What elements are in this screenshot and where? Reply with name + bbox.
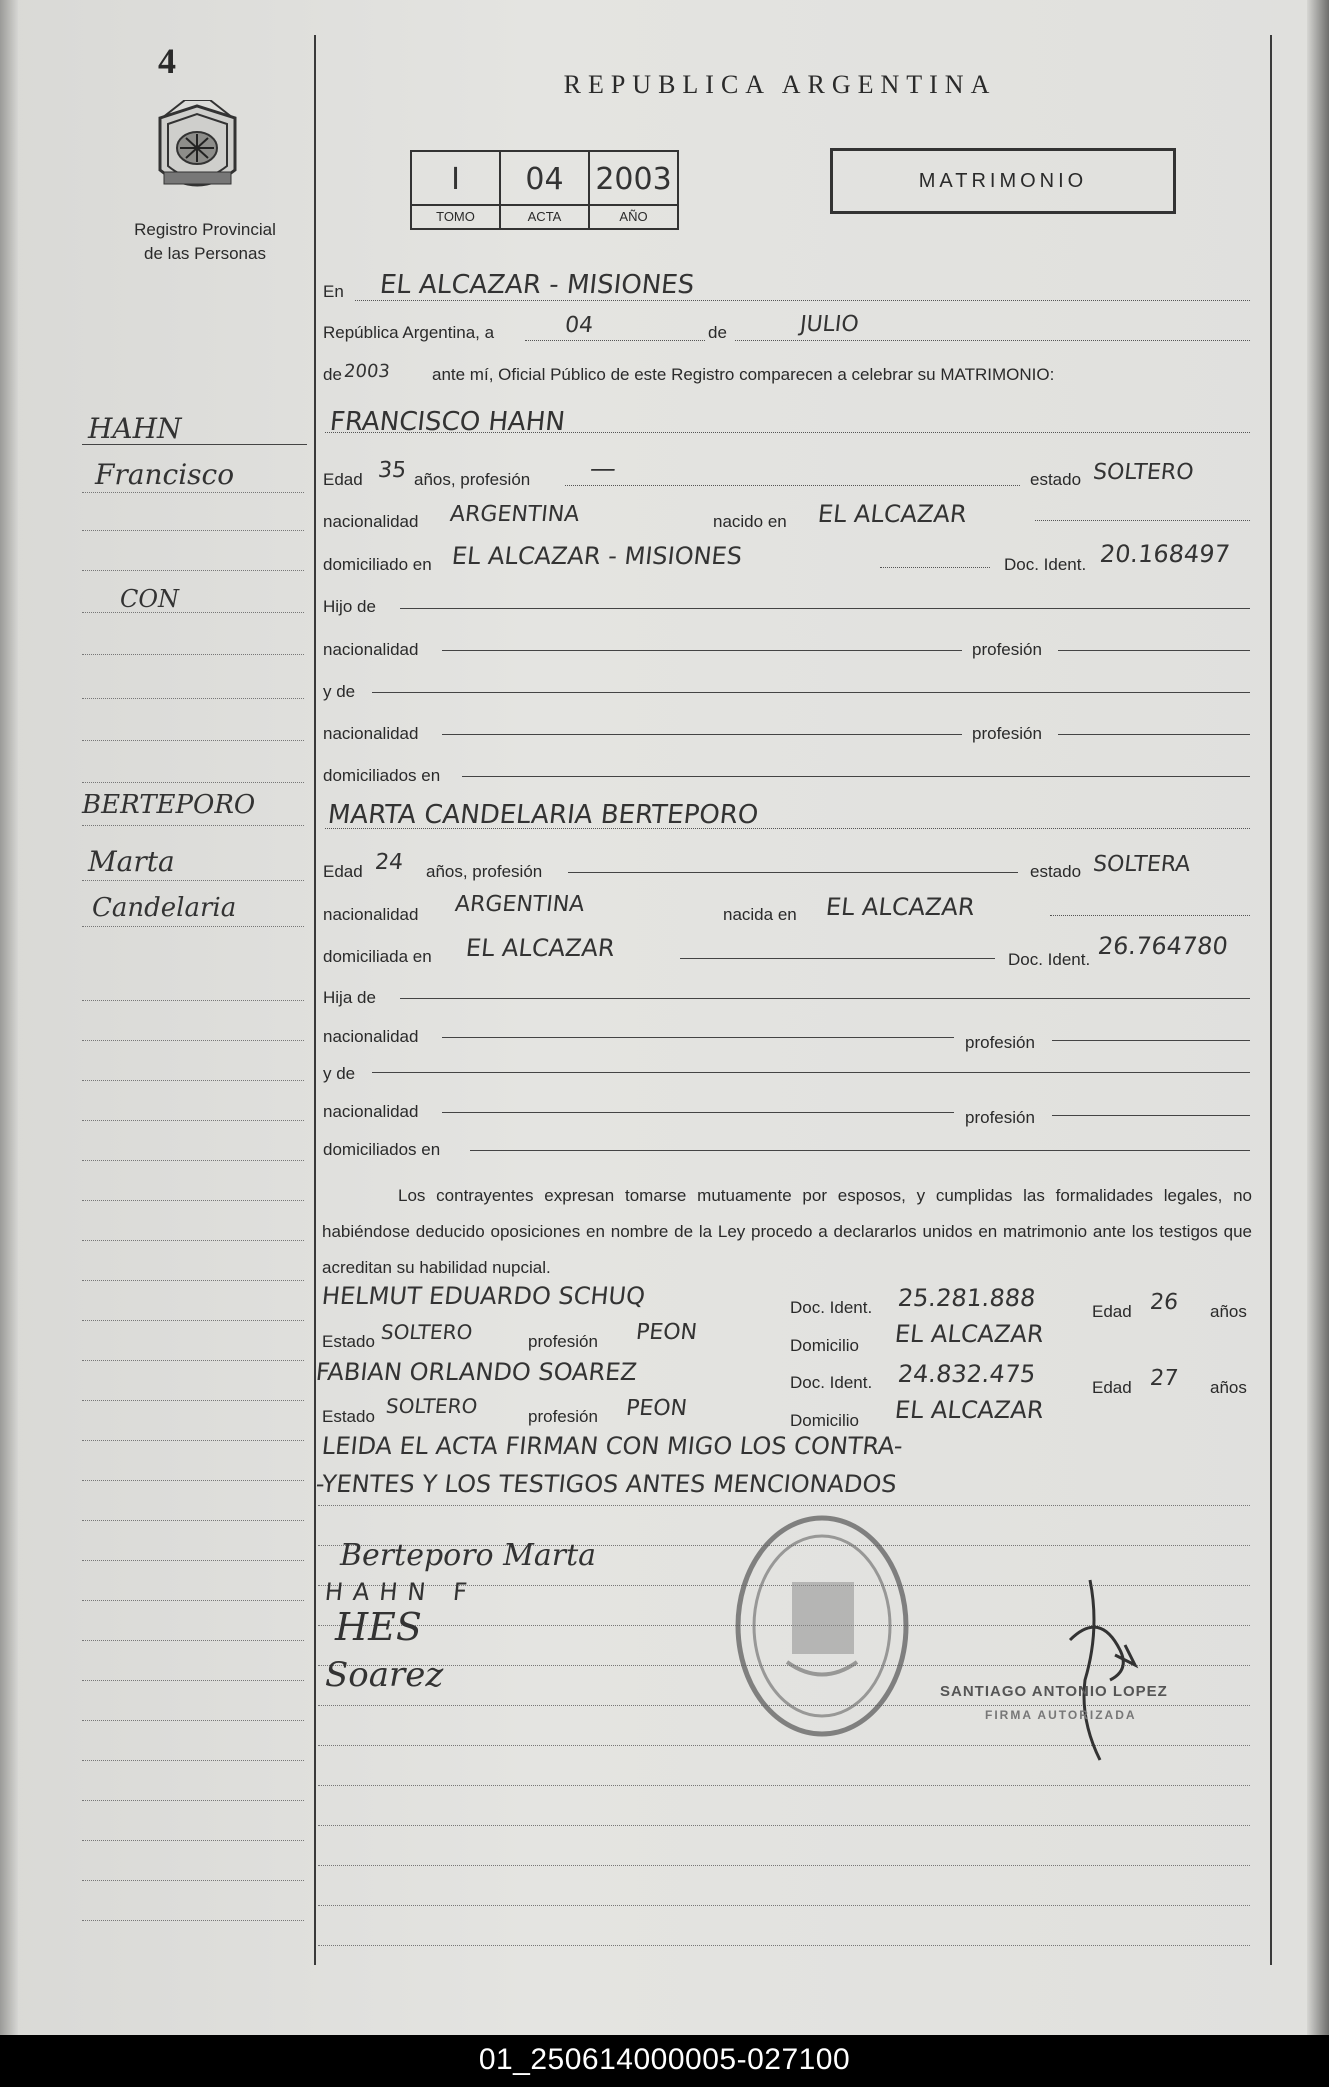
groom-doc: 20.168497 bbox=[1098, 540, 1232, 568]
country-title: REPUBLICA ARGENTINA bbox=[563, 70, 997, 99]
label-edad-bride: Edad bbox=[323, 862, 363, 881]
label-domiciliados-en-b: domiciliados en bbox=[323, 1140, 441, 1159]
groom-age: 35 bbox=[376, 458, 408, 483]
official-signature-icon bbox=[1060, 1570, 1150, 1770]
closing-line-1: LEIDA EL ACTA FIRMAN CON MIGO LOS CONTRA- bbox=[320, 1432, 905, 1460]
ano-value: 2003 bbox=[595, 162, 672, 197]
label-domiciliado-en: domiciliado en bbox=[323, 555, 432, 574]
label-domiciliada-en: domiciliada en bbox=[323, 947, 432, 966]
label-doc-ident-w2: Doc. Ident. bbox=[790, 1373, 873, 1392]
label-de2: de bbox=[323, 365, 342, 384]
groom-full-name: FRANCISCO HAHN bbox=[328, 407, 567, 437]
label-doc-ident: Doc. Ident. bbox=[1004, 555, 1087, 574]
witness2-name: FABIAN ORLANDO SOAREZ bbox=[314, 1358, 639, 1386]
margin-bride-surname: BERTEPORO bbox=[82, 790, 256, 820]
label-nacionalidad-bride: nacionalidad bbox=[323, 905, 419, 924]
tomo-acta-ano-box bbox=[410, 150, 679, 230]
witness1-profession: PEON bbox=[634, 1320, 699, 1345]
document-id: 01_250614000005-027100 bbox=[478, 2043, 851, 2076]
label-domiciliados-en: domiciliados en bbox=[323, 766, 441, 785]
margin-bride-name1: Marta bbox=[88, 845, 175, 878]
label-estado-w2: Estado bbox=[322, 1407, 375, 1426]
label-edad-w2: Edad bbox=[1092, 1378, 1132, 1397]
witness1-status: SOLTERO bbox=[379, 1320, 474, 1344]
page-number: 4 bbox=[158, 41, 176, 81]
label-edad-w1: Edad bbox=[1092, 1302, 1132, 1321]
witness1-domicile: EL ALCAZAR bbox=[893, 1320, 1046, 1348]
label-nacionalidad-padre: nacionalidad bbox=[323, 640, 419, 659]
label-estado-w1: Estado bbox=[322, 1332, 375, 1351]
bride-full-name: MARTA CANDELARIA BERTEPORO bbox=[326, 800, 760, 830]
groom-domicile: EL ALCAZAR - MISIONES bbox=[450, 542, 744, 570]
label-anos-w2: años bbox=[1210, 1378, 1247, 1397]
witness2-doc: 24.832.475 bbox=[896, 1360, 1037, 1388]
label-nacionalidad-padre-b: nacionalidad bbox=[323, 1027, 419, 1046]
margin-groom-surname: HAHN bbox=[88, 412, 182, 445]
provincial-seal-icon bbox=[150, 100, 245, 202]
label-nacionalidad: nacionalidad bbox=[323, 512, 419, 531]
official-name: SANTIAGO ANTONIO LOPEZ bbox=[940, 1683, 1168, 1700]
label-domicilio-w2: Domicilio bbox=[790, 1411, 859, 1430]
bride-status: SOLTERA bbox=[1091, 852, 1192, 877]
label-republica-a: República Argentina, a bbox=[323, 323, 495, 342]
act-month: JULIO bbox=[798, 312, 860, 337]
witness1-age: 26 bbox=[1148, 1290, 1180, 1315]
groom-birthplace: EL ALCAZAR bbox=[816, 500, 969, 528]
label-ante: ante mí, Oficial Público de este Registro comparecen a celebrar su MATRIMONIO: bbox=[432, 365, 1055, 384]
witness2-age: 27 bbox=[1148, 1366, 1180, 1391]
closing-line-2: -YENTES Y LOS TESTIGOS ANTES MENCIONADOS bbox=[314, 1470, 899, 1498]
label-profesion-madre-b: profesión bbox=[965, 1108, 1035, 1127]
witness2-domicile: EL ALCAZAR bbox=[893, 1396, 1046, 1424]
official-stamp-icon bbox=[732, 1512, 912, 1740]
label-estado-bride: estado bbox=[1030, 862, 1082, 881]
bride-nationality: ARGENTINA bbox=[453, 892, 586, 917]
label-profesion-w1: profesión bbox=[528, 1332, 598, 1351]
registry-caption: Registro Provincial de las Personas bbox=[134, 220, 276, 263]
label-nacionalidad-madre-b: nacionalidad bbox=[323, 1102, 419, 1121]
official-title: FIRMA AUTORIZADA bbox=[985, 1708, 1137, 1722]
label-y-de: y de bbox=[323, 682, 356, 701]
label-domicilio-w1: Domicilio bbox=[790, 1336, 859, 1355]
bride-domicile: EL ALCAZAR bbox=[464, 934, 617, 962]
tomo-value: I bbox=[451, 162, 460, 197]
witness2-profession: PEON bbox=[624, 1396, 689, 1421]
label-profesion-madre: profesión bbox=[972, 724, 1042, 743]
label-hijo-de: Hijo de bbox=[323, 597, 376, 616]
signature-groom: HAHN F bbox=[323, 1578, 479, 1606]
signature-bride: Berteporo Marta bbox=[340, 1538, 597, 1573]
label-doc-ident-bride: Doc. Ident. bbox=[1008, 950, 1091, 969]
label-nacida-en: nacida en bbox=[723, 905, 797, 924]
tomo-label: TOMO bbox=[412, 204, 499, 228]
label-en: En bbox=[323, 282, 344, 301]
label-nacido-en: nacido en bbox=[713, 512, 787, 531]
signature-witness2: Soarez bbox=[325, 1655, 444, 1695]
groom-status: SOLTERO bbox=[1091, 460, 1195, 485]
acta-label: ACTA bbox=[501, 204, 588, 228]
label-anos-profesion-bride: años, profesión bbox=[426, 862, 543, 881]
bride-age: 24 bbox=[373, 850, 405, 875]
ano-label: AÑO bbox=[590, 204, 677, 228]
groom-nationality: ARGENTINA bbox=[448, 502, 581, 527]
label-nacionalidad-madre: nacionalidad bbox=[323, 724, 419, 743]
acta-value: 04 bbox=[525, 162, 564, 197]
label-y-de-b: y de bbox=[323, 1064, 356, 1083]
groom-profession: — bbox=[588, 454, 618, 484]
signature-witness1: HES bbox=[335, 1605, 422, 1649]
label-profesion-padre-b: profesión bbox=[965, 1033, 1035, 1052]
label-hija-de: Hija de bbox=[323, 988, 376, 1007]
label-de: de bbox=[708, 323, 727, 342]
bride-birthplace: EL ALCAZAR bbox=[824, 893, 977, 921]
bride-doc: 26.764780 bbox=[1096, 932, 1230, 960]
witness2-status: SOLTERO bbox=[384, 1394, 479, 1418]
margin-con: CON bbox=[120, 585, 180, 613]
label-anos-w1: años bbox=[1210, 1302, 1247, 1321]
label-edad: Edad bbox=[323, 470, 363, 489]
label-profesion-padre: profesión bbox=[972, 640, 1042, 659]
label-anos-profesion: años, profesión bbox=[414, 470, 531, 489]
witness1-name: HELMUT EDUARDO SCHUQ bbox=[320, 1282, 647, 1310]
label-estado: estado bbox=[1030, 470, 1082, 489]
right-border bbox=[1270, 35, 1272, 1965]
margin-divider bbox=[314, 35, 316, 1965]
margin-bride-name2: Candelaria bbox=[92, 893, 237, 923]
act-day: 04 bbox=[563, 313, 595, 338]
margin-groom-name: Francisco bbox=[95, 458, 235, 491]
declaration-paragraph: Los contrayentes expresan tomarse mutuamente por esposos, y cumplidas las formalidades legales, no habiéndose deducido oposiciones en nombre de la Ley procedo a declararlos unidos en matrimonio ante los testigos que acreditan su habilidad nupcial. bbox=[322, 1186, 1252, 1277]
label-profesion-w2: profesión bbox=[528, 1407, 598, 1426]
witness1-doc: 25.281.888 bbox=[896, 1284, 1037, 1312]
act-year: 2003 bbox=[342, 361, 391, 382]
label-doc-ident-w1: Doc. Ident. bbox=[790, 1298, 873, 1317]
act-type-box: MATRIMONIO bbox=[830, 148, 1176, 214]
act-place: EL ALCAZAR - MISIONES bbox=[378, 270, 696, 300]
